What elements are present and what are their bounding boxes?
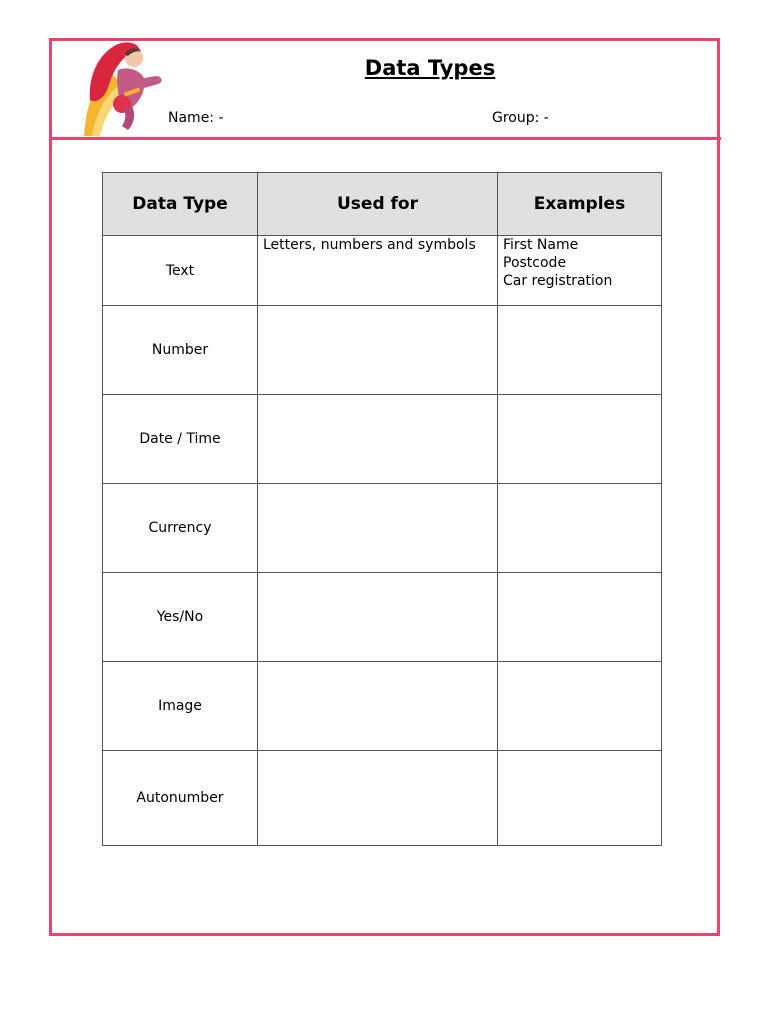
used-for-cell[interactable] bbox=[258, 306, 498, 395]
data-type-cell: Autonumber bbox=[103, 751, 258, 846]
column-header-used-for: Used for bbox=[258, 173, 498, 236]
table-row bbox=[103, 751, 662, 846]
name-field: Name: - bbox=[168, 110, 224, 126]
group-field: Group: - bbox=[492, 110, 549, 126]
data-type-cell: Currency bbox=[103, 484, 258, 573]
table-header-row bbox=[103, 173, 662, 236]
table-row bbox=[103, 306, 662, 395]
table-row bbox=[103, 484, 662, 573]
used-for-cell[interactable] bbox=[258, 751, 498, 846]
superhero-icon bbox=[78, 40, 170, 138]
table-row bbox=[103, 662, 662, 751]
data-type-cell: Image bbox=[103, 662, 258, 751]
example-item: Postcode bbox=[503, 255, 567, 271]
used-for-cell[interactable] bbox=[258, 573, 498, 662]
data-type-cell: Date / Time bbox=[103, 395, 258, 484]
used-for-text: Letters, numbers and symbols bbox=[263, 237, 476, 253]
example-item: First Name bbox=[503, 237, 579, 253]
table-row bbox=[103, 236, 662, 306]
examples-cell[interactable] bbox=[498, 236, 662, 306]
page-title: Data Types bbox=[364, 56, 496, 80]
data-type-cell: Text bbox=[103, 236, 258, 306]
examples-cell[interactable] bbox=[498, 484, 662, 573]
examples-cell[interactable] bbox=[498, 573, 662, 662]
used-for-cell[interactable] bbox=[258, 395, 498, 484]
table-row bbox=[103, 395, 662, 484]
examples-cell[interactable] bbox=[498, 395, 662, 484]
data-type-cell: Yes/No bbox=[103, 573, 258, 662]
table-row bbox=[103, 573, 662, 662]
examples-cell[interactable] bbox=[498, 306, 662, 395]
data-types-table bbox=[102, 172, 662, 846]
examples-cell[interactable] bbox=[498, 662, 662, 751]
used-for-cell[interactable] bbox=[258, 662, 498, 751]
used-for-cell[interactable] bbox=[258, 236, 498, 306]
column-header-data-type: Data Type bbox=[103, 173, 258, 236]
data-type-cell: Number bbox=[103, 306, 258, 395]
example-item: Car registration bbox=[503, 273, 613, 289]
examples-cell[interactable] bbox=[498, 751, 662, 846]
used-for-cell[interactable] bbox=[258, 484, 498, 573]
column-header-examples: Examples bbox=[498, 173, 662, 236]
